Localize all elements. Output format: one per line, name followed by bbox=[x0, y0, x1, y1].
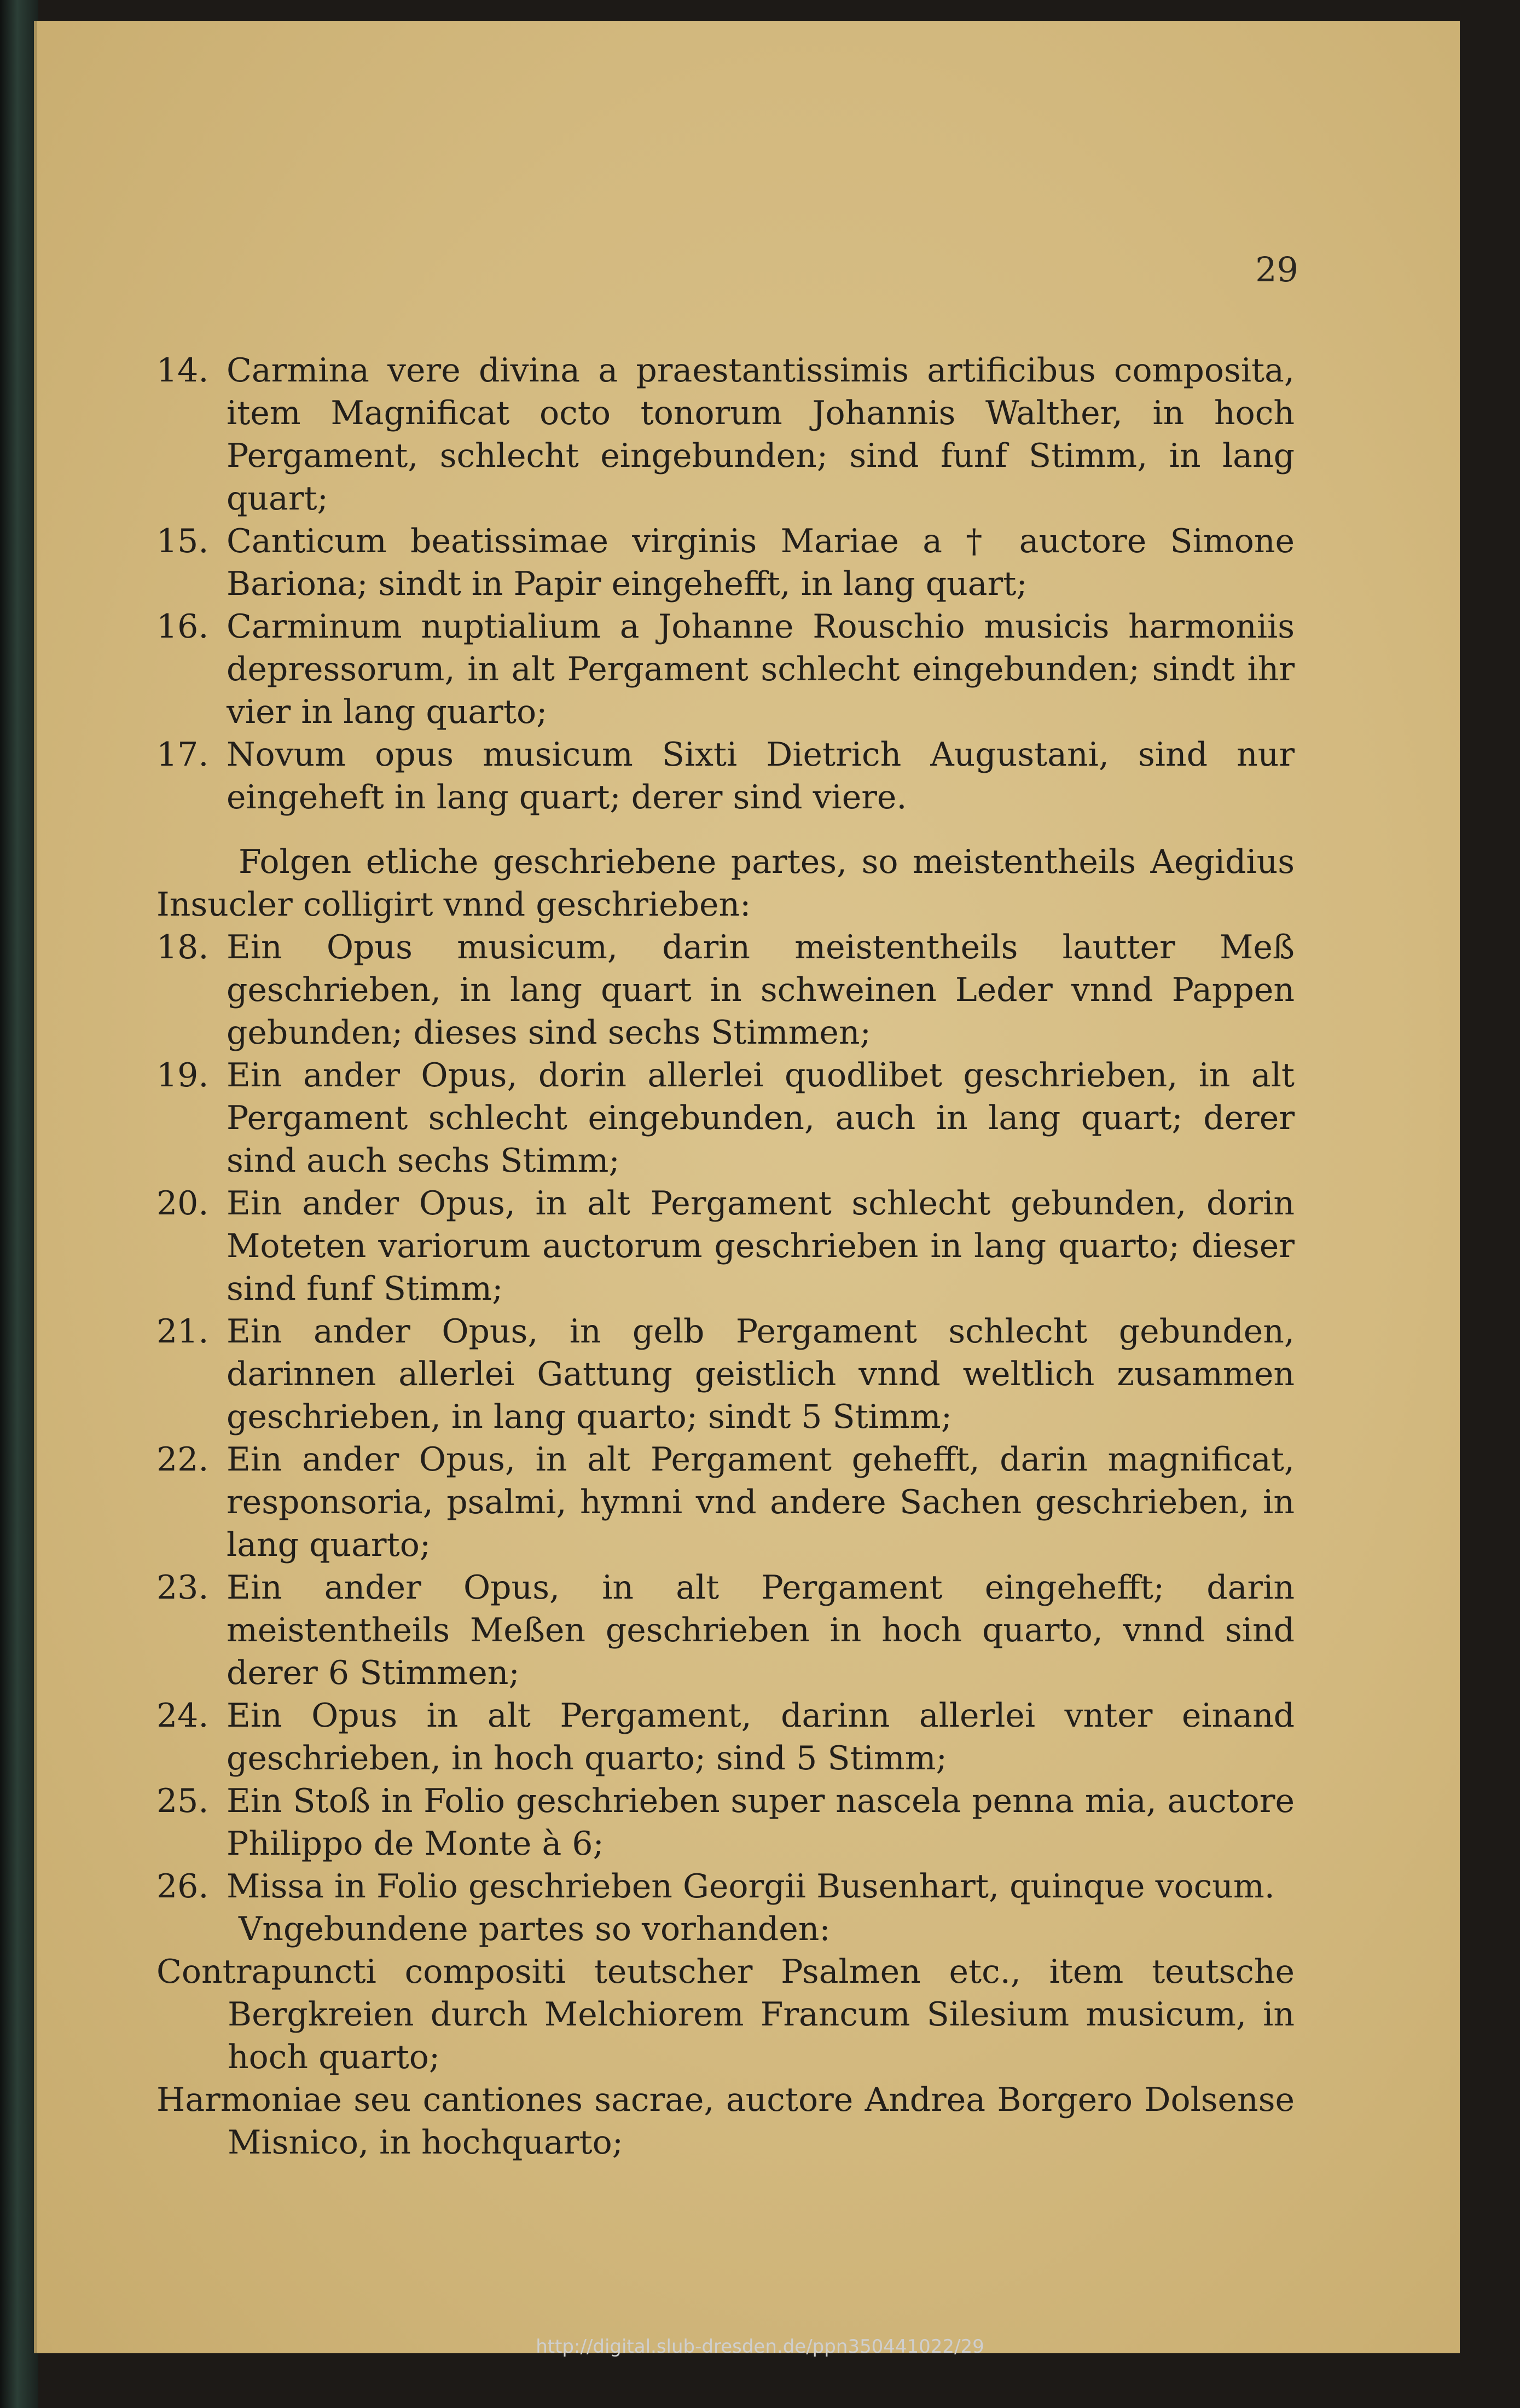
entry-number: 18. bbox=[156, 928, 209, 966]
list-entry bbox=[156, 349, 1295, 520]
entry-number: 23. bbox=[156, 1568, 209, 1607]
list-entry bbox=[156, 1438, 1295, 1566]
entry-text: Canticum beatissimae virginis Mariae a † auctore Simone Bariona; sindt in Papir eingehefft, in lang quart; bbox=[227, 522, 1295, 603]
entry-number: 20. bbox=[156, 1184, 209, 1223]
list-entry bbox=[156, 733, 1295, 819]
book-binding-edge bbox=[0, 0, 38, 2408]
list-entry bbox=[156, 605, 1295, 733]
entry-text: Ein ander Opus, in alt Pergament gehefft, darin magnificat, responsoria, psalmi, hymni vnd andere Sachen geschrieben, in lang quarto; bbox=[227, 1440, 1295, 1564]
entry-number: 24. bbox=[156, 1697, 209, 1735]
entries-list-b bbox=[156, 926, 1295, 1908]
entry-text: Carmina vere divina a praestantissimis artificibus composita, item Magnificat octo tonorum Johannis Walther, in hoch Pergament, schlecht eingebunden; sind funf Stimm, in lang quart; bbox=[227, 351, 1295, 518]
entry-number: 22. bbox=[156, 1440, 209, 1479]
section-heading-unbound-parts: Vngebundene partes so vorhanden: bbox=[239, 1910, 831, 1948]
entry-text: Missa in Folio geschrieben Georgii Busenhart, quinque vocum. bbox=[227, 1867, 1275, 1906]
entry-number: 25. bbox=[156, 1782, 209, 1820]
section-heading-written-parts: Folgen etliche geschriebene partes, so meistentheils Aegidius Insucler colligirt vnnd geschrieben: bbox=[156, 843, 1295, 924]
list-entry bbox=[156, 1694, 1295, 1780]
entry-text: Ein Stoß in Folio geschrieben super nascela penna mia, auctore Philippo de Monte à 6; bbox=[227, 1782, 1295, 1863]
list-entry bbox=[156, 1310, 1295, 1438]
list-entry bbox=[156, 1780, 1295, 1865]
entry-text: Ein ander Opus, in alt Pergament eingehefft; darin meistentheils Meßen geschrieben in hoch quarto, vnnd sind derer 6 Stimmen; bbox=[227, 1568, 1295, 1692]
entry-number: 19. bbox=[156, 1056, 209, 1095]
entry-text: Ein ander Opus, in gelb Pergament schlecht gebunden, darinnen allerlei Gattung geistlich vnnd weltlich zusammen geschrieben, in lang quarto; sindt 5 Stimm; bbox=[227, 1312, 1295, 1436]
list-entry bbox=[156, 1182, 1295, 1310]
list-entry: Harmoniae seu cantiones sacrae, auctore Andrea Borgero Dolsense Misnico, in hochquarto; bbox=[156, 2081, 1295, 2162]
page-text bbox=[156, 349, 1295, 2164]
entries-list-c bbox=[156, 1950, 1295, 2164]
source-url: http://digital.slub-dresden.de/ppn350441022/29 bbox=[536, 2336, 984, 2358]
entry-number: 21. bbox=[156, 1312, 209, 1351]
page-number: 29 bbox=[1255, 250, 1298, 290]
entry-number: 14. bbox=[156, 351, 209, 390]
entry-text: Carminum nuptialium a Johanne Rouschio musicis harmoniis depressorum, in alt Pergament schlecht eingebunden; sindt ihr vier in lang quarto; bbox=[227, 607, 1295, 731]
entry-number: 17. bbox=[156, 736, 209, 774]
entry-number: 26. bbox=[156, 1867, 209, 1906]
list-entry: Contrapuncti compositi teutscher Psalmen etc., item teutsche Bergkreien durch Melchiorem Francum Silesium musicum, in hoch quarto; bbox=[156, 1953, 1295, 2076]
entries-list-a bbox=[156, 349, 1295, 819]
book-page bbox=[34, 21, 1460, 2353]
list-entry bbox=[156, 520, 1295, 605]
list-entry bbox=[156, 926, 1295, 1054]
list-entry bbox=[156, 1566, 1295, 1694]
entry-text: Ein ander Opus, dorin allerlei quodlibet geschrieben, in alt Pergament schlecht eingebunden, auch in lang quart; derer sind auch sechs Stimm; bbox=[227, 1056, 1295, 1180]
entry-text: Ein Opus musicum, darin meistentheils lautter Meß geschrieben, in lang quart in schweinen Leder vnnd Pappen gebunden; dieses sind sechs Stimmen; bbox=[227, 928, 1295, 1052]
entry-number: 15. bbox=[156, 522, 209, 560]
list-entry bbox=[156, 1054, 1295, 1182]
entry-number: 16. bbox=[156, 607, 209, 646]
list-entry bbox=[156, 1865, 1295, 1908]
entry-text: Novum opus musicum Sixti Dietrich Augustani, sind nur eingeheft in lang quart; derer sind viere. bbox=[227, 736, 1295, 817]
entry-text: Ein ander Opus, in alt Pergament schlecht gebunden, dorin Moteten variorum auctorum geschrieben in lang quarto; dieser sind funf Stimm; bbox=[227, 1184, 1295, 1308]
entry-text: Ein Opus in alt Pergament, darinn allerlei vnter einand geschrieben, in hoch quarto; sind 5 Stimm; bbox=[227, 1697, 1295, 1778]
